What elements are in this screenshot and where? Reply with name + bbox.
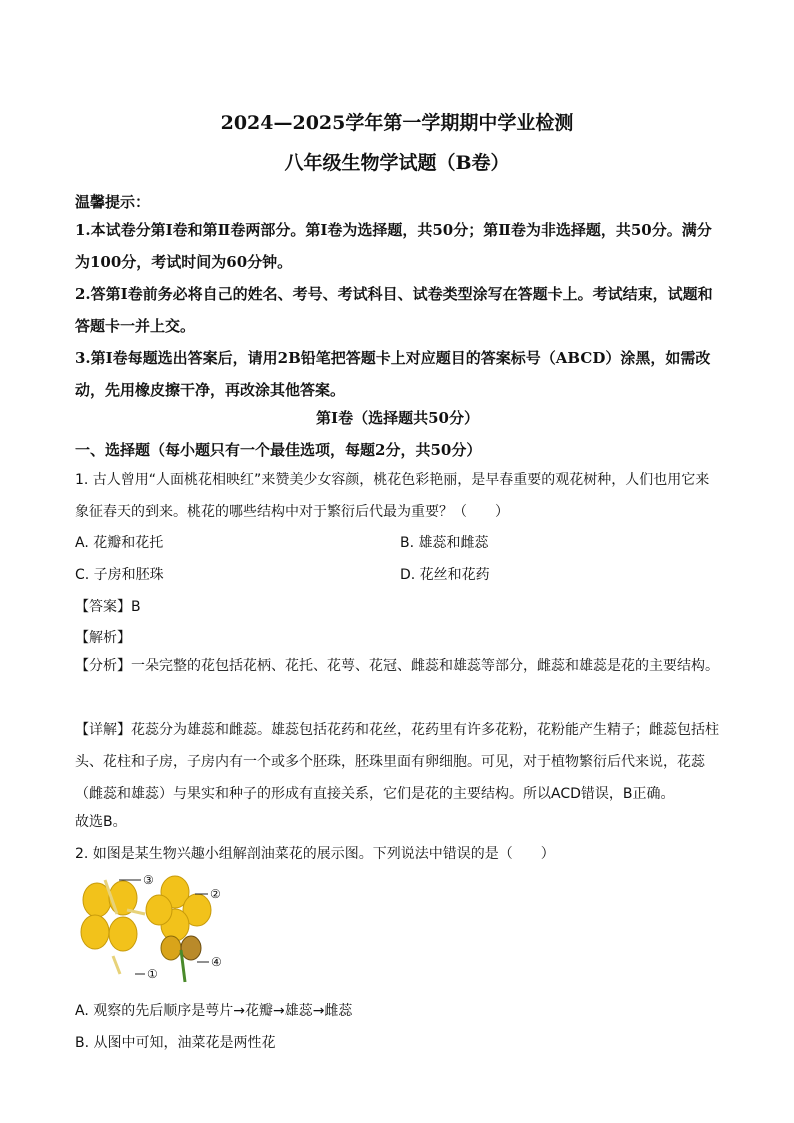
detail-tag: 【详解】 [75,722,131,738]
q1-conclusion: 故选B。 [75,814,127,830]
answer-value: B [131,599,141,615]
q1-fenxi [75,650,720,682]
petal-shape [81,915,109,949]
detail-text: 花蕊分为雄蕊和雌蕊。雄蕊包括花药和花丝，花药里有许多花粉，花粉能产生精子；雌蕊包括柱头、花柱和子房，子房内有一个或多个胚珠，胚珠里面有卵细胞。可见，对于植物繁衍后代来说，花蕊（雌蕊和雄蕊）与果实和种子的形成有直接关系，它们是花的主要结构。所以ACD错误，B正确。 [75,722,719,802]
exam-title: 2024—2025学年第一学期期中学业检测 [220,112,574,134]
figure-label-1: ① [147,967,158,981]
q1-option-d: D. 花丝和花药 [400,567,490,583]
q2-option-b: B. 从图中可知，油菜花是两性花 [75,1035,276,1051]
rapeseed-flower-figure [75,870,235,985]
volume-title: 第Ⅰ卷（选择题共50分） [316,409,479,427]
figure-label-4: ④ [211,955,222,969]
q1-detail [75,714,720,810]
tip-item-3: 3.第Ⅰ卷每题选出答案后，请用2B铅笔把答题卡上对应题目的答案标号（ABCD）涂黑，如需改动，先用橡皮擦干净，再改涂其他答案。 [75,349,711,399]
q1-option-b: B. 雄蕊和雌蕊 [400,535,489,551]
petal-shape [109,917,137,951]
q1-option-a: A. 花瓣和花托 [75,535,164,551]
q1-answer [75,596,141,616]
q1-stem: 1. 古人曾用“人面桃花相映红”来赞美少女容颜，桃花色彩艳丽，是早春重要的观花树种，人们也用它来象征春天的到来。桃花的哪些结构中对于繁衍后代最为重要？（ ） [75,472,710,520]
part-title: 一、选择题（每小题只有一个最佳选项，每题2分，共50分） [75,441,482,459]
figure-label-2: ② [210,887,221,901]
tip-item-1: 1.本试卷分第Ⅰ卷和第Ⅱ卷两部分。第Ⅰ卷为选择题，共50分；第Ⅱ卷为非选择题，共50分。满分为100分，考试时间为60分钟。 [75,221,712,271]
tips-heading: 温馨提示： [75,193,151,211]
petal-shape [146,895,172,925]
stamen-line [113,956,120,974]
sepal-shape [161,936,181,960]
fenxi-text: 一朵完整的花包括花柄、花托、花萼、花冠、雌蕊和雄蕊等部分，雌蕊和雄蕊是花的主要结构。 [131,658,719,674]
answer-tag: 【答案】 [75,599,131,615]
q2-stem: 2. 如图是某生物兴趣小组解剖油菜花的展示图。下列说法中错误的是（ ） [75,846,555,862]
q1-option-c: C. 子房和胚珠 [75,567,164,583]
tip-item-2: 2.答第Ⅰ卷前务必将自己的姓名、考号、考试科目、试卷类型涂写在答题卡上。考试结束，试题和答题卡一并上交。 [75,285,713,335]
sepal-shape [181,936,201,960]
exam-subtitle: 八年级生物学试题（B卷） [284,152,510,174]
fenxi-tag: 【分析】 [75,658,131,674]
q2-option-a: A. 观察的先后顺序是萼片→花瓣→雄蕊→雌蕊 [75,1003,353,1019]
figure-label-3: ③ [143,873,154,887]
q1-analysis-tag: 【解析】 [75,630,131,646]
